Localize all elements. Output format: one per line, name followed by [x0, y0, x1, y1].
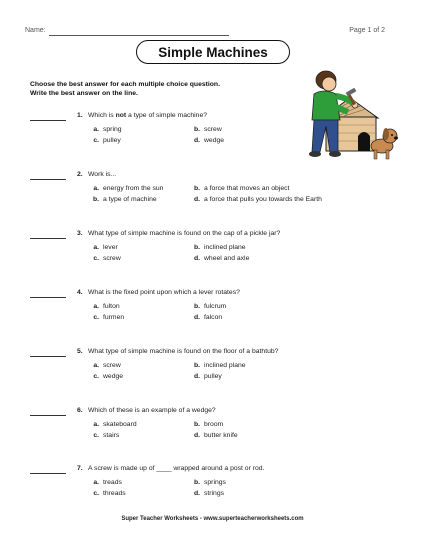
question-text: A screw is made up of ____ wrapped around a post or rod.	[88, 465, 265, 472]
option-a: a. fulton	[93, 303, 120, 310]
boy-building-doghouse-illustration	[292, 60, 402, 170]
question-text: What is the fixed point upon which a lever rotates?	[88, 289, 240, 296]
question-text: Which of these is an example of a wedge?	[88, 407, 216, 414]
option-c: c. pulley	[93, 137, 121, 144]
option-b: b. inclined plane	[193, 362, 246, 369]
option-d: d. pulley	[193, 373, 222, 380]
option-b: b. screw	[193, 126, 222, 133]
option-c: b. a type of machine	[92, 196, 157, 203]
option-b: b. broom	[193, 421, 224, 428]
answer-blank-2[interactable]	[30, 179, 66, 180]
option-d: d. a force that pulls you towards the Earth	[193, 196, 322, 203]
question-number: 4.	[77, 289, 83, 296]
option-c: c. threads	[93, 490, 126, 497]
option-d: d. falcon	[193, 314, 223, 321]
question-number: 6.	[77, 407, 83, 414]
option-a: a. spring	[93, 126, 122, 133]
answer-blank-6[interactable]	[30, 415, 66, 416]
answer-blank-1[interactable]	[30, 120, 66, 121]
name-label: Name:	[25, 27, 46, 34]
option-a: a. energy from the sun	[93, 185, 164, 192]
question-number: 3.	[77, 230, 83, 237]
option-d: d. wedge	[193, 137, 225, 144]
answer-blank-3[interactable]	[30, 238, 66, 239]
question-text: What type of simple machine is found on the cap of a pickle jar?	[88, 230, 281, 237]
option-c: c. furmen	[93, 314, 125, 321]
option-d: d. strings	[193, 490, 225, 497]
option-d: d. butter knife	[193, 432, 238, 439]
question-number: 5.	[77, 348, 83, 355]
instructions-line-2: Write the best answer on the line.	[30, 89, 138, 97]
option-c: c. screw	[93, 255, 121, 262]
question-number: 7.	[77, 465, 83, 472]
option-b: b. springs	[193, 479, 226, 486]
option-c: c. stairs	[93, 432, 120, 439]
worksheet-header	[25, 27, 385, 39]
question-text: Which is not a type of simple machine?	[88, 112, 208, 119]
question-text: Work is...	[88, 171, 117, 178]
option-c: c. wedge	[93, 373, 124, 380]
page-number: Page 1 of 2	[349, 27, 385, 34]
option-b: b. inclined plane	[193, 244, 246, 251]
option-a: a. lever	[93, 244, 118, 251]
option-a: a. treads	[93, 479, 122, 486]
instructions-line-1: Choose the best answer for each multiple choice question.	[30, 81, 220, 88]
option-b: b. fulcrum	[193, 303, 227, 310]
question-number: 1.	[77, 112, 83, 119]
question-text: What type of simple machine is found on the floor of a bathtub?	[88, 348, 279, 355]
question-number: 2.	[77, 171, 83, 178]
option-b: b. a force that moves an object	[193, 185, 290, 192]
instructions	[30, 81, 220, 98]
option-a: a. screw	[93, 362, 121, 369]
option-d: d. wheel and axle	[193, 255, 250, 262]
option-a: a. skateboard	[93, 421, 137, 428]
worksheet-title: Simple Machines	[136, 40, 290, 64]
answer-blank-5[interactable]	[30, 356, 66, 357]
answer-blank-4[interactable]	[30, 297, 66, 298]
name-blank-line[interactable]	[49, 35, 229, 36]
footer-credit: Super Teacher Worksheets - www.superteacherworksheets.com	[121, 516, 304, 522]
answer-blank-7[interactable]	[30, 473, 66, 474]
